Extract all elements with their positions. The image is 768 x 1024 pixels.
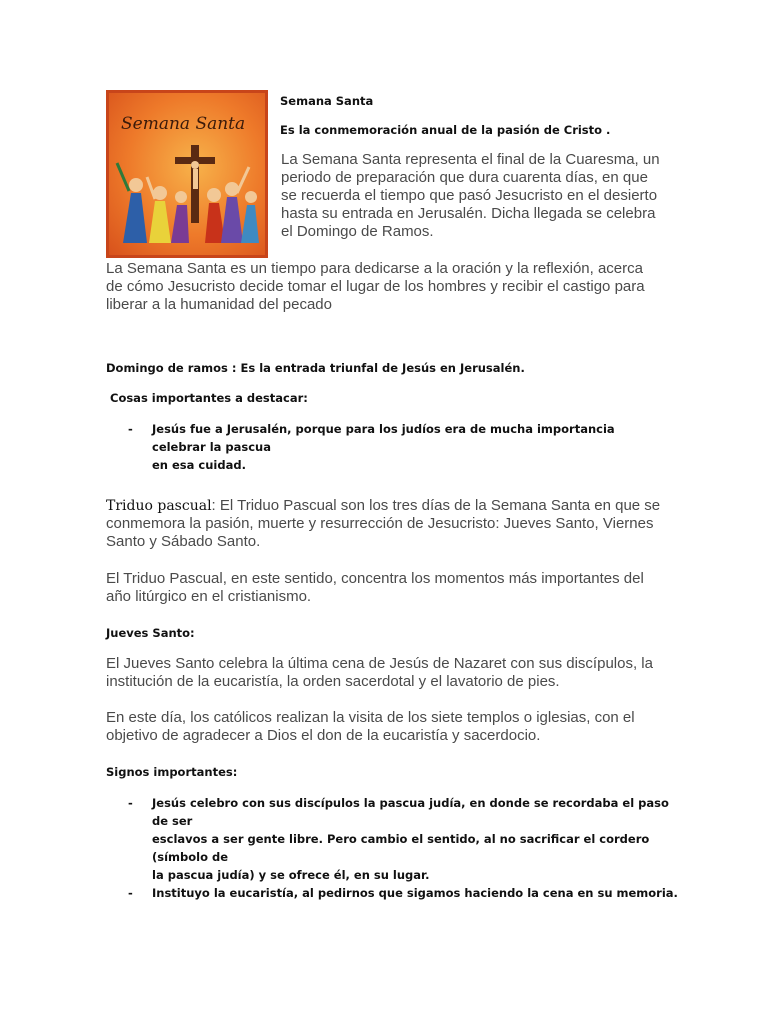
semana-santa-illustration — [106, 90, 268, 258]
jueves-heading: Jueves Santo: — [106, 626, 195, 640]
signos-bullets — [106, 794, 686, 902]
triduo-label: Triduo pascual — [106, 498, 212, 514]
list-item — [106, 794, 686, 884]
bullet-dash: - — [128, 422, 133, 436]
text-line: El Triduo Pascual, en este sentido, concentra los momentos más importantes del — [106, 570, 644, 587]
text-line: esclavos a ser gente libre. Pero cambio el sentido, al no sacrificar el cordero (símbolo de — [152, 832, 650, 864]
list-item — [106, 420, 666, 474]
cosas-heading: Cosas importantes a destacar: — [110, 391, 308, 405]
text-line — [106, 497, 660, 515]
list-item — [106, 884, 686, 902]
figures — [117, 163, 259, 243]
domingo-heading: Domingo de ramos : Es la entrada triunfal de Jesús en Jerusalén. — [106, 361, 525, 375]
text-line: Jesús fue a Jerusalén, porque para los judíos era de mucha importancia celebrar la pascua — [152, 422, 615, 454]
text-line: Jesús celebro con sus discípulos la pascua judía, en donde se recordaba el paso de ser — [152, 796, 669, 828]
intro-paragraph-2 — [106, 260, 645, 314]
triduo-paragraph-2 — [106, 570, 644, 606]
page-title: Semana Santa — [280, 94, 374, 108]
domingo-bullets — [106, 420, 666, 474]
text-line: año litúrgico en el cristianismo. — [106, 588, 312, 605]
illustration-art — [109, 93, 265, 255]
text-line: de cómo Jesucristo decide tomar el lugar de los hombres y recibir el castigo para — [106, 278, 645, 295]
text-line: periodo de preparación que dura cuarenta días, en que — [281, 169, 648, 186]
signos-heading: Signos importantes: — [106, 765, 238, 779]
text-line: objetivo de agradecer a Dios el don de la eucaristía y sacerdocio. — [106, 727, 541, 744]
text-line: la pascua judía) y se ofrece él, en su lugar. — [152, 868, 430, 882]
text-line: Santo y Sábado Santo. — [106, 533, 261, 550]
text-line: El Jueves Santo celebra la última cena de Jesús de Nazaret con sus discípulos, la — [106, 655, 653, 672]
text-line: La Semana Santa es un tiempo para dedicarse a la oración y la reflexión, acerca — [106, 260, 643, 277]
text-line: En este día, los católicos realizan la visita de los siete templos o iglesias, con el — [106, 709, 635, 726]
bullet-dash: - — [128, 796, 133, 810]
text-line: conmemora la pasión, muerte y resurrección de Jesucristo: Jueves Santo, Viernes — [106, 515, 654, 532]
text-span: : El Triduo Pascual son los tres días de la Semana Santa en que se — [211, 497, 661, 514]
text-line: el Domingo de Ramos. — [281, 223, 434, 240]
jueves-paragraph-2 — [106, 709, 635, 745]
text-line: en esa cuidad. — [152, 458, 246, 472]
text-line: La Semana Santa representa el final de la Cuaresma, un — [281, 151, 660, 168]
text-line: institución de la eucaristía, la orden sacerdotal y el lavatorio de pies. — [106, 673, 560, 690]
subtitle: Es la conmemoración anual de la pasión de Cristo . — [280, 123, 611, 137]
intro-paragraph — [281, 151, 660, 241]
text-line: liberar a la humanidad del pecado — [106, 296, 332, 313]
jueves-paragraph — [106, 655, 653, 691]
text-line: se recuerda el tiempo que pasó Jesucristo en el desierto — [281, 187, 658, 204]
text-line: hasta su entrada en Jerusalén. Dicha llegada se celebra — [281, 205, 656, 222]
illustration-caption: Semana Santa — [121, 114, 246, 134]
triduo-paragraph — [106, 497, 660, 551]
bullet-dash: - — [128, 886, 133, 900]
text-line: Instituyo la eucaristía, al pedirnos que sigamos haciendo la cena en su memoria. — [152, 886, 678, 900]
